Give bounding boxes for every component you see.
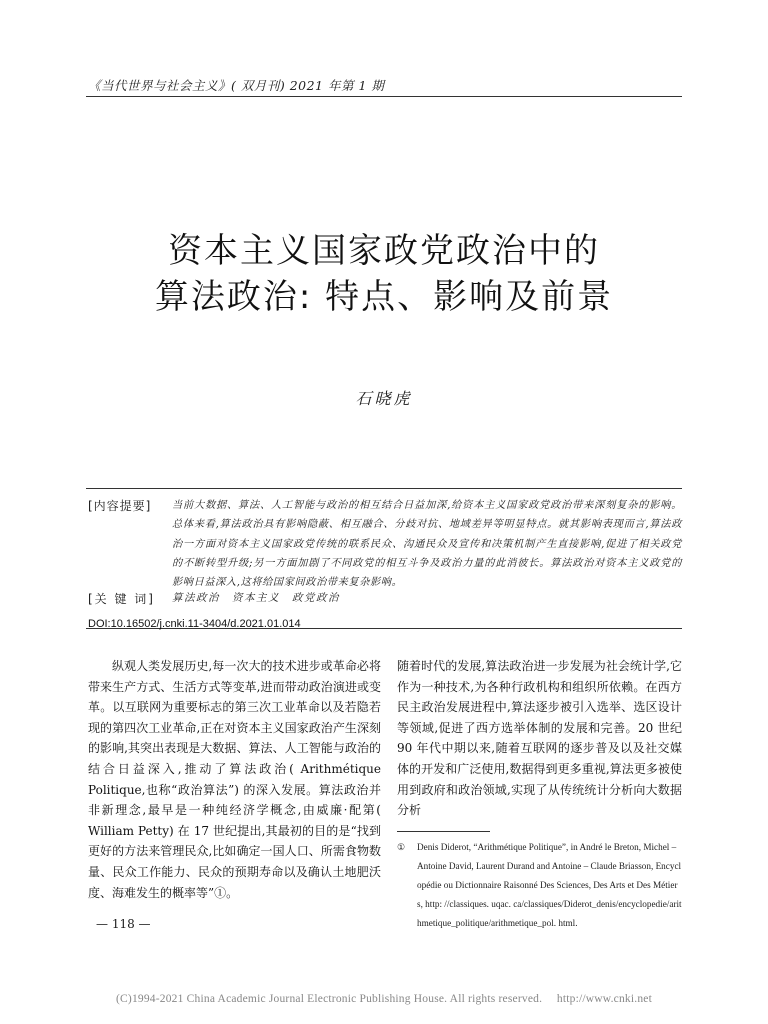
keywords-text: 算法政治 资本主义 政党政治	[172, 592, 340, 604]
body-paragraph: 纵观人类发展历史,每一次大的技术进步或革命必将带来生产方式、生活方式等变革,进而带动政治演进或变革。以互联网为重要标志的第三次工业革命以及若隐若现的第四次工业革命,正在对资本主义国家政治产生深刻的影响,其突出表现是大数据、算法、人工智能与政治的结合日益深入,推动了算法政治( Arithmétique Politique,也称“政治算法”) 的深入发展。算法政治并非新理念,最早是一种纯经济学概念,由威廉·配第( William Petty) 在 17 世纪提出,其最初的目的是“找到更好的方法来管理民众,比如确定一国人口、所需食物数量、民众工作能力、民众的预期寿命以及确认土地肥沃度、海难发生的概率等”①。	[88, 659, 381, 900]
article-title-line-1: 资本主义国家政党政治中的	[168, 231, 600, 271]
body-paragraph: 随着时代的发展,算法政治进一步发展为社会统计学,它作为一种技术,为各种行政机构和组织所依赖。在西方民主政治发展进程中,算法逐步被引入选举、选区设计等领域,促进了西方选举体制的发展和完善。20 世纪 90 年代中期以来,随着互联网的逐步普及以及社交媒体的开发和广泛使用,数据得到更多重视,算法更多被使用到政府和政治领域,实现了从传统统计分析向大数据分析	[397, 659, 682, 818]
doi: DOI:10.16502/j.cnki.11-3404/d.2021.01.014	[88, 618, 301, 630]
footnote-rule	[397, 831, 490, 832]
footnote	[397, 838, 682, 933]
abstract-label: [内容提要]	[88, 499, 152, 513]
keywords-label: [关 键 词]	[88, 592, 155, 606]
author-name: 石晓虎	[355, 389, 413, 408]
page-number: — 118 —	[96, 917, 151, 931]
journal-header: 《当代世界与社会主义》( 双月刊) 2021 年第 1 期	[88, 78, 385, 93]
header-rule	[86, 96, 682, 97]
article-title-line-2: 算法政治: 特点、影响及前景	[154, 277, 614, 317]
body-column-right	[397, 656, 682, 821]
footnote-text: Denis Diderot, “Arithmétique Politique”, in André le Breton, Michel – Antoine David, Laurent Durand and Antoine – Claude Briasson, Encyclopédie ou Dictionnaire Raisonné Des Sciences, Des Arts et Des Métiers, http: //classiques. uqac. ca/classiques/Diderot_denis/encyclopedie/arithmetique_politique/arithmetique_pol. html.	[417, 842, 682, 928]
abstract-top-rule	[86, 488, 682, 489]
footnote-number: ①	[397, 842, 406, 852]
abstract-text: 当前大数据、算法、人工智能与政治的相互结合日益加深,给资本主义国家政党政治带来深刻复杂的影响。总体来看,算法政治具有影响隐蔽、相互融合、分歧对抗、地域差异等明显特点。就其影响表现而言,算法政治一方面对资本主义国家政党传统的联系民众、沟通民众及宣传和决策机制产生直接影响,促进了相关政党的不断转型升级;另一方面加剧了不同政党的相互斗争及政治力量的此消彼长。算法政治对资本主义政党的影响日益深入,这将给国家间政治带来复杂影响。	[172, 500, 682, 589]
body-column-left	[88, 656, 381, 903]
copyright-line: (C)1994-2021 China Academic Journal Electronic Publishing House. All rights reserved. http://www.cnki.net	[116, 993, 652, 1005]
